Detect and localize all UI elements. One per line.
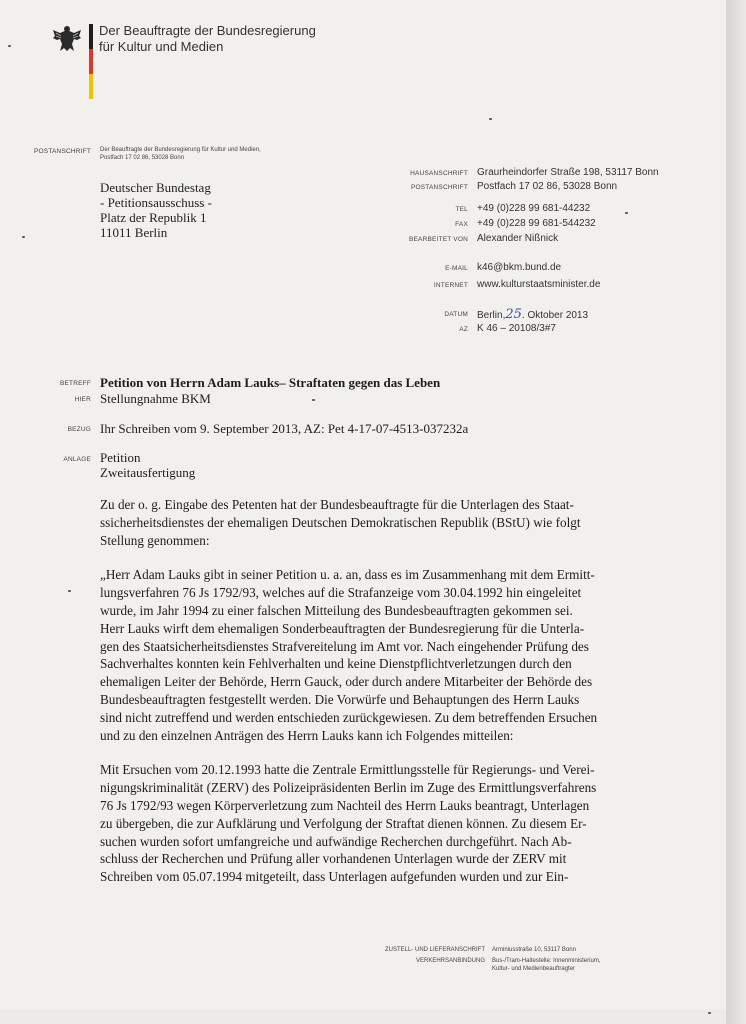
body-line: zu übergeben, die zur Aufklärung und Verfolgung der Straftat dienen können. Zu diesem Er- xyxy=(100,815,587,831)
federal-eagle-icon xyxy=(52,24,82,52)
body-line: gen des Staatsicherheitsdienstes Strafvereitelung im Amt vor. Nach eingehender Prüfung des xyxy=(100,638,589,654)
bearbeitet-value: Alexander Nißnick xyxy=(477,233,559,244)
body-line: lungsverfahren 76 Js 1792/93, welches auf die Strafanzeige vom 30.04.1992 hin eingeleitet xyxy=(100,585,582,601)
internet-value: www.kulturstaatsminister.de xyxy=(477,279,601,290)
fax-label: FAX xyxy=(455,221,468,228)
anlage-line2: Zweitausfertigung xyxy=(100,465,196,480)
datum-value xyxy=(477,307,588,322)
org-name xyxy=(99,23,316,55)
email-value: k46@bkm.bund.de xyxy=(477,262,562,273)
datum-suffix: . Oktober 2013 xyxy=(521,310,589,321)
letter-body xyxy=(100,496,720,886)
recipient-line2: - Petitionsausschuss - xyxy=(100,195,212,210)
az-value: K 46 – 20108/3#7 xyxy=(477,323,556,334)
footer-value-2 xyxy=(492,957,600,973)
hausanschrift-label: HAUSANSCHRIFT xyxy=(410,170,468,177)
postanschrift2-label: POSTANSCHRIFT xyxy=(410,184,468,191)
scan-speck xyxy=(22,236,25,238)
scan-speck xyxy=(68,590,71,592)
page-edge-shadow xyxy=(726,0,746,1024)
footer-value-2-line2: Kultur- und Medienbeauftragter xyxy=(492,966,576,972)
recipient-line4: 11011 Berlin xyxy=(100,225,168,240)
body-line: „Herr Adam Lauks gibt in seiner Petition u. a. an, dass es im Zusammenhang mit dem Ermitt- xyxy=(100,567,595,583)
body-line: Zu der o. g. Eingabe des Petenten hat der Bundesbeauftragte für die Unterlagen des Staat- xyxy=(100,497,574,512)
body-line: Sachverhaltes konnten kein Fehlverhalten und keine Dienstpflichtverletzungen durch den xyxy=(100,656,572,672)
postanschrift-label: POSTANSCHRIFT xyxy=(34,148,92,155)
footer-label-2: VERKEHRSANBINDUNG xyxy=(415,958,485,964)
body-paragraph-1 xyxy=(100,496,720,549)
tel-label: TEL xyxy=(455,206,468,213)
body-line: schluss der Recherchen und Prüfung aller vorhandenen Unterlagen wurde der ZERV mit xyxy=(100,851,567,867)
scan-speck xyxy=(489,118,492,120)
datum-prefix: Berlin, xyxy=(477,310,506,321)
scan-speck xyxy=(708,1012,711,1014)
datum-label: DATUM xyxy=(444,311,468,318)
hier-label: HIER xyxy=(74,396,91,403)
betreff-value: Petition von Herrn Adam Lauks– Straftaten gegen das Leben xyxy=(100,375,441,390)
postanschrift2-value: Postfach 17 02 86, 53028 Bonn xyxy=(477,181,618,192)
sender-line1: Der Beauftragte der Bundesregierung für Kultur und Medien, xyxy=(100,147,261,153)
sender-line2: Postfach 17 02 86, 53028 Bonn xyxy=(100,155,185,161)
internet-label: INTERNET xyxy=(433,282,468,289)
flag-stripe xyxy=(89,24,93,99)
footer-label-1: ZUSTELL- UND LIEFERANSCHRIFT xyxy=(384,947,485,953)
body-line: wurde, im Jahr 1994 zu einer falschen Mitteilung des Bundesbeauftragten gekommen sei. xyxy=(100,602,573,618)
hausanschrift-value: Graurheindorfer Straße 198, 53117 Bonn xyxy=(477,167,659,178)
anlage-label: ANLAGE xyxy=(63,456,91,463)
footer-value-2-line1: Bus-/Tram-Haltestelle: Innenministerium, xyxy=(492,958,601,964)
body-line: Herr Lauks wirft dem ehemaligen Sonderbeauftragten der Bundesregierung für die Unterla- xyxy=(100,620,585,636)
email-label: E-MAIL xyxy=(445,265,468,272)
body-line: ssicherheitsdienstes der ehemaligen Deutschen Demokratischen Republik (BStU) wie folgt xyxy=(100,514,581,530)
body-line: und zu den einzelnen Anträgen des Herrn Lauks kann ich Folgendes mitteilen: xyxy=(100,727,514,743)
body-line: 76 Js 1792/93 wegen Körperverletzung zum Nachteil des Herrn Lauks beantragt, Unterlagen xyxy=(100,797,590,813)
az-label: AZ xyxy=(459,326,468,333)
body-line: Schreiben vom 05.07.1994 mitgeteilt, dass Unterlagen aufgefunden wurden und zur Ein- xyxy=(100,869,569,885)
body-paragraph-2 xyxy=(100,566,720,744)
body-line: Bundesbeauftragten festgestellt werden. Die Vorwürfe und Behauptungen des Herrn Lauks xyxy=(100,691,580,707)
bezug-label: BEZUG xyxy=(67,426,91,433)
body-line: Stellung genommen: xyxy=(100,532,210,548)
body-line: nigungskriminalität (ZERV) des Polizeipräsidenten Berlin im Zuge des Ermittlungsverfahrens xyxy=(100,780,597,796)
body-line: suchen wurden sofort umfangreiche und aufwändige Recherchen durchgeführt. Nach Ab- xyxy=(100,833,572,849)
org-name-line1: Der Beauftragte der Bundesregierung xyxy=(99,23,316,38)
org-name-line2: für Kultur und Medien xyxy=(99,39,224,54)
scan-speck xyxy=(312,399,315,401)
recipient-line3: Platz der Republik 1 xyxy=(100,210,207,225)
sender-line xyxy=(100,146,261,162)
bezug-value: Ihr Schreiben vom 9. September 2013, AZ: Pet 4-17-07-4513-037232a xyxy=(100,421,469,436)
anlage-line1: Petition xyxy=(100,450,141,465)
betreff-label: BETREFF xyxy=(59,380,91,387)
recipient-line1: Deutscher Bundestag xyxy=(100,180,211,195)
recipient-address xyxy=(100,180,212,240)
hier-value: Stellungnahme BKM xyxy=(100,391,211,406)
scan-speck xyxy=(625,212,628,214)
anlage-value xyxy=(100,450,195,480)
body-line: Mit Ersuchen vom 20.12.1993 hatte die Zentrale Ermittlungsstelle für Regierungs- und Verei- xyxy=(100,762,595,778)
bearbeitet-label: BEARBEITET VON xyxy=(408,236,468,243)
fax-value: +49 (0)228 99 681-544232 xyxy=(477,218,596,229)
body-line: ehemaligen Leiter der Behörde, Herrn Gauck, oder durch andere Mitarbeiter der Behörde des xyxy=(100,674,593,690)
footer-value-1: Arminiusstraße 10, 53117 Bonn xyxy=(492,947,576,953)
body-line: sind nicht zutreffend und werden entschieden zurückgewiesen. Zu dem betreffenden Ersuchen xyxy=(100,709,598,725)
body-paragraph-3 xyxy=(100,761,720,886)
tel-value: +49 (0)228 99 681-44232 xyxy=(477,203,591,214)
scan-speck xyxy=(8,45,11,47)
datum-handwritten-day: 25 xyxy=(505,307,522,322)
